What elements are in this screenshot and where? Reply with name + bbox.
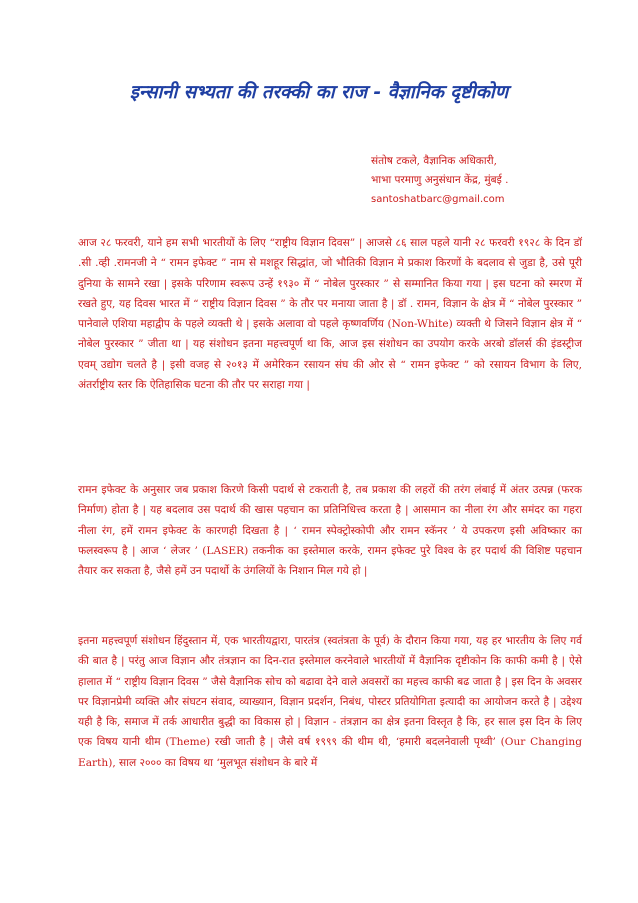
paragraph-2: रामन इफेक्ट के अनुसार जब प्रकाश किरणे किसी पदार्थ से टकराती है, तब प्रकाश की लहरों की तरंग लंबाई में अंतर उत्पन्न (फरक निर्माण) होता है | यह बदलाव उस पदार्थ की खास पहचान का प्रतिनिधित्त्व करता है | आसमान का नीला रंग और समंदर का गहरा नीला रंग, हमें रामन इफेक्ट के कारणही दिखता है | ‘ रामन स्पेक्ट्रोस्कोपी और रामन स्कॅनर ’ ये उपकरण इसी अविष्कार का फलस्वरूप है | आज ‘ लेजर ’ (LASER) तकनीक का इस्तेमाल करके, रामन इफेक्ट पुरे विश्व के हर पदार्थ की विशिष्ट पहचान तैयार कर सकता है, जैसे हमें उन पदार्थो के उंगलियों के निशान मिल गये हो | <box>78 484 582 578</box>
author-block <box>371 152 508 209</box>
author-organization: भाभा परमाणु अनुसंधान केंद्र, मुंबई . <box>371 174 509 186</box>
author-name-line: संतोष टकले, वैज्ञानिक अधिकारी, <box>371 155 497 167</box>
paragraph-1: आज २८ फरवरी, याने हम सभी भारतीयों के लिए “राष्ट्रीय विज्ञान दिवस” | आजसे ८६ साल पहले यानी २८ फरवरी १९२८ के दिन डॉ .सी .व्ही .रामनजी ने “ रामन इफेक्ट ” नाम से मशहूर सिद्धांत, जो भौतिकी विज्ञान मे प्रकाश किरणों के बदलाव से जुडा है, उसे पूरी दुनिया के सामने रखा | इसके परिणाम स्वरूप उन्हें १९३० में “ नोबेल पुरस्कार ” से सम्मानित किया गया | इस घटना को स्मरण में रखते हुए, यह दिवस भारत में “ राष्ट्रीय विज्ञान दिवस ” के तौर पर मनाया जाता है | डॉ . रामन, विज्ञान के क्षेत्र में “ नोबेल पुरस्कार ” पानेवाले एशिया महाद्वीप के पहले व्यक्ती थे | इसके अलावा वो पहले कृष्णवर्णिय (Non-White) व्यक्ती थे जिसने विज्ञान क्षेत्र में “ नोबेल पुरस्कार ” जीता था | यह संशोधन इतना महत्त्वपूर्ण था कि, आज इस संशोधन का उपयोग करके अरबो डॉलर्स की इंडस्ट्रीज एवम् उद्योग चलते है | इसी वजह से २०१३ में अमेरिकन रसायन संघ की ओर से “ रामन इफेक्ट ” को रसायन विभाग के लिए, अंतर्राष्ट्रीय स्तर कि ऐतिहासिक घटना की तौर पर सराहा गया | <box>78 237 582 392</box>
paragraph-3: इतना महत्त्वपूर्ण संशोधन हिंदुस्तान में, एक भारतीयद्वारा, पारतंत्र (स्वतंत्रता के पूर्व) के दौरान किया गया, यह हर भारतीय के लिए गर्व की बात है | परंतु आज विज्ञान और तंत्रज्ञान का दिन-रात इस्तेमाल करनेवाले भारतीयों में वैज्ञानिक दृष्टीकोन कि काफी कमी है | ऐसे हालात में “ राष्ट्रीय विज्ञान दिवस ” जैसे वैज्ञानिक सोच को बढावा देने वाले अवसरों का महत्त्व काफी बढ जाता है | इस दिन के अवसर पर विज्ञानप्रेमी व्यक्ति और संघटन संवाद, व्याख्यान, विज्ञान प्रदर्शन, निबंध, पोस्टर प्रतियोगिता इत्यादी का आयोजन करते है | उद्देश्य यही है कि, समाज में तर्क आधारीत बुद्धी का विकास हो | विज्ञान - तंत्रज्ञान का क्षेत्र इतना विस्तृत है कि, हर साल इस दिन के लिए एक विषय यानी थीम (Theme) रखी जाती है | जैसे वर्ष १९९९ की थीम थी, ‘हमारी बदलनेवाली पृथ्वी’ (Our Changing Earth), साल २००० का विषय था ‘मुलभूत संशोधन के बारे में <box>78 635 582 769</box>
article-title: इन्सानी सभ्यता की तरक्की का राज - वैज्ञानिक दृष्टीकोण <box>129 82 509 103</box>
author-email: santoshatbarc@gmail.com <box>371 194 505 205</box>
